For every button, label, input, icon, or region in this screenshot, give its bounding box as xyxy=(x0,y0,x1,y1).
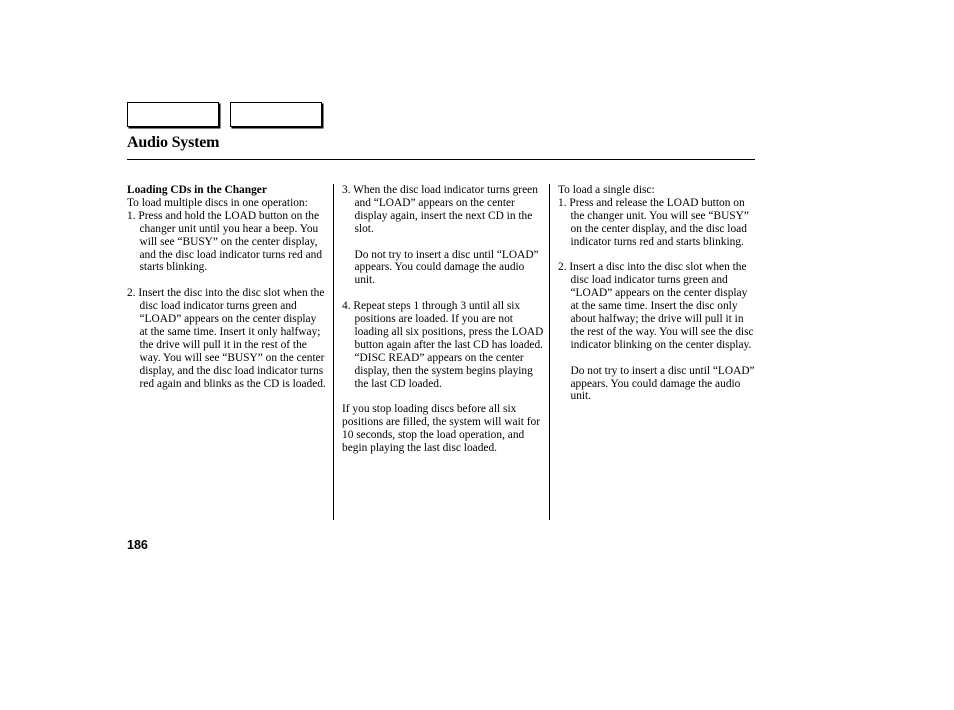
column-3 xyxy=(558,184,758,403)
column-3-intro: To load a single disc: xyxy=(558,184,655,196)
spacer xyxy=(342,236,544,249)
column-1 xyxy=(127,184,327,390)
column-3-step-1: 1. Press and release the LOAD button on the changer unit. You will see “BUSY” on the center display, and the disc load indicator turns red and starts blinking. xyxy=(558,196,749,248)
column-3-step-2: 2. Insert a disc into the disc slot when the disc load indicator turns green and “LOAD” appears on the center display at the same time. Insert the disc only about halfway; the drive will pull it in the rest of the way. You will see the disc indicator blinking on the center display. xyxy=(558,261,754,351)
spacer xyxy=(342,287,544,300)
column-3-note: Do not try to insert a disc until “LOAD” appears. You could damage the audio unit. xyxy=(570,364,755,403)
spacer xyxy=(342,390,544,403)
column-divider-1 xyxy=(333,184,334,520)
spacer xyxy=(558,352,758,365)
column-2-step-3: 3. When the disc load indicator turns green and “LOAD” appears on the center display again, insert the next CD in the slot. xyxy=(342,184,538,235)
title-divider xyxy=(127,159,755,160)
spacer xyxy=(558,249,758,262)
column-2-step-4: 4. Repeat steps 1 through 3 until all six positions are loaded. If you are not loading all six positions, press the LOAD button again after the last CD has loaded. “DISC READ” appears on the center display, then the system begins playing the last CD loaded. xyxy=(342,300,544,390)
column-2-note: Do not try to insert a disc until “LOAD” appears. You could damage the audio unit. xyxy=(354,248,539,287)
column-2-closing: If you stop loading discs before all six positions are filled, the system will wait for 10 seconds, stop the load operation, and begin playing the last disc loaded. xyxy=(342,403,541,455)
column-1-heading: Loading CDs in the Changer xyxy=(127,184,267,196)
spacer xyxy=(127,274,327,287)
column-1-intro: To load multiple discs in one operation: xyxy=(127,196,308,209)
column-1-step-1: 1. Press and hold the LOAD button on the changer unit until you hear a beep. You will see “BUSY” on the center display, and the disc load indicator turns red and starts blinking. xyxy=(127,209,323,274)
column-divider-2 xyxy=(549,184,550,520)
nav-tab-box-1[interactable] xyxy=(127,102,219,127)
column-1-step-2: 2. Insert the disc into the disc slot when the disc load indicator turns green and “LOAD” appears on the center display at the same time. Insert it only halfway; the drive will pull it in the rest of the way. You will see “BUSY” on the center display, and the disc load indicator turns red again and blinks as the CD is loaded. xyxy=(127,287,326,390)
section-title: Audio System xyxy=(127,134,220,151)
nav-tab-box-2[interactable] xyxy=(230,102,322,127)
page-number: 186 xyxy=(127,538,148,552)
column-2 xyxy=(342,184,544,455)
